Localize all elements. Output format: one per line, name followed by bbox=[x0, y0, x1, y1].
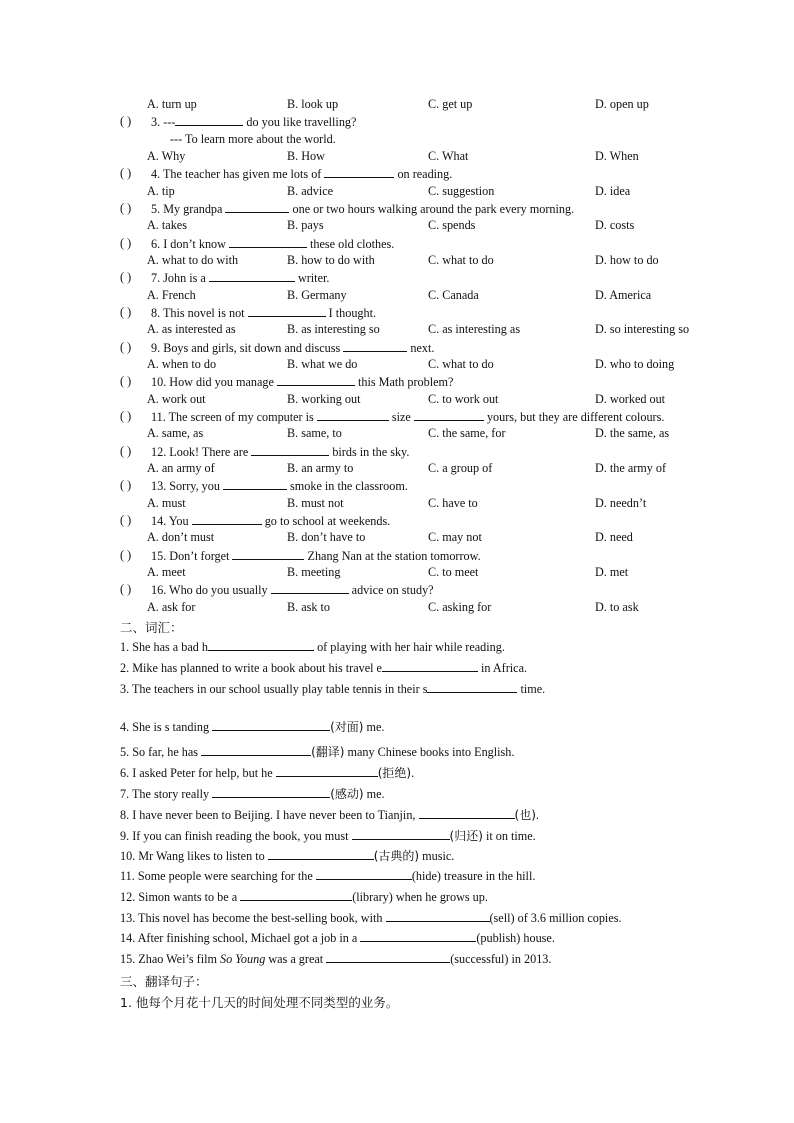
question-3-reply bbox=[0, 132, 794, 149]
option-d: D. idea bbox=[595, 184, 631, 198]
question-14 bbox=[0, 513, 794, 530]
item-post: music. bbox=[419, 849, 455, 863]
option-a: A. what to do with bbox=[147, 253, 239, 267]
answer-blank[interactable] bbox=[232, 548, 304, 560]
question-post: go to school at weekends. bbox=[261, 514, 391, 528]
item-pre: 10. Mr Wang likes to listen to bbox=[120, 849, 268, 863]
answer-blank-1[interactable] bbox=[317, 409, 389, 421]
option-b: B. an army to bbox=[287, 461, 354, 475]
vocab-item-4 bbox=[0, 718, 794, 735]
item-hint: (sell) bbox=[489, 911, 515, 925]
question-13 bbox=[0, 478, 794, 495]
question-text bbox=[151, 270, 329, 286]
question-pre: 14. You bbox=[151, 514, 192, 528]
question-15 bbox=[0, 548, 794, 565]
q9-options bbox=[0, 357, 794, 374]
option-d: D. worked out bbox=[595, 392, 666, 406]
question-post: next. bbox=[407, 341, 435, 355]
question-post: smoke in the classroom. bbox=[287, 479, 408, 493]
option-c: C. Canada bbox=[428, 288, 479, 302]
option-b: B. as interesting so bbox=[287, 322, 380, 336]
question-text bbox=[151, 478, 408, 494]
item-post: me. bbox=[363, 720, 385, 734]
vocab-item-2 bbox=[0, 660, 794, 677]
vocab-item-14 bbox=[0, 930, 794, 947]
option-d: D. the same, as bbox=[595, 426, 670, 440]
option-c: C. spends bbox=[428, 218, 476, 232]
option-b: B. what we do bbox=[287, 357, 358, 371]
item-post: when he grows up. bbox=[392, 890, 488, 904]
item-post: of playing with her hair while reading. bbox=[314, 640, 505, 654]
option-a: A. ask for bbox=[147, 600, 196, 614]
option-d: D. met bbox=[595, 565, 629, 579]
question-6 bbox=[0, 236, 794, 253]
vocab-item-13 bbox=[0, 910, 794, 927]
option-a: A. work out bbox=[147, 392, 206, 406]
answer-blank[interactable] bbox=[209, 270, 295, 282]
question-post: these old clothes. bbox=[306, 237, 395, 251]
answer-blank[interactable] bbox=[248, 305, 326, 317]
question-9 bbox=[0, 340, 794, 357]
item-pre: 9. If you can finish reading the book, you must bbox=[120, 829, 352, 843]
option-a: A. when to do bbox=[147, 357, 217, 371]
question-pre: 5. My grandpa bbox=[151, 202, 226, 216]
item-post: time. bbox=[517, 682, 546, 696]
option-c: C. the same, for bbox=[428, 426, 506, 440]
item-hint: (归还) bbox=[449, 829, 483, 843]
q13-options bbox=[0, 496, 794, 513]
item-pre: 15. Zhao Wei’s film bbox=[120, 952, 221, 966]
item-post: treasure in the hill. bbox=[440, 869, 536, 883]
translate-section-heading bbox=[0, 972, 794, 989]
question-text bbox=[151, 513, 390, 529]
question-pre: 8. This novel is not bbox=[151, 306, 248, 320]
translate-sentence: 1. 他每个月花十几天的时间处理不同类型的业务。 bbox=[120, 995, 399, 1010]
question-8 bbox=[0, 305, 794, 322]
option-a: A. same, as bbox=[147, 426, 204, 440]
answer-paren[interactable]: ( ) bbox=[120, 409, 132, 423]
item-hint: (对面) bbox=[330, 720, 364, 734]
option-a: A. turn up bbox=[147, 97, 197, 111]
question-text bbox=[151, 201, 574, 217]
question-text bbox=[151, 166, 452, 182]
option-b: B. same, to bbox=[287, 426, 342, 440]
option-b: B. look up bbox=[287, 97, 339, 111]
item-post: . bbox=[535, 808, 539, 822]
option-d: D. When bbox=[595, 149, 639, 163]
option-d: D. America bbox=[595, 288, 652, 302]
question-pre: 4. The teacher has given me lots of bbox=[151, 167, 325, 181]
question-pre: 9. Boys and girls, sit down and discuss bbox=[151, 341, 344, 355]
option-d: D. to ask bbox=[595, 600, 639, 614]
item-post: . bbox=[411, 766, 415, 780]
question-pre: 3. --- bbox=[151, 115, 176, 129]
item-post: house. bbox=[520, 931, 555, 945]
option-d: D. so interesting so bbox=[595, 322, 690, 336]
item-mid: was a great bbox=[265, 952, 327, 966]
item-pre: 5. So far, he has bbox=[120, 745, 202, 759]
answer-paren[interactable]: ( ) bbox=[120, 513, 132, 527]
option-d: D. need bbox=[595, 530, 633, 544]
answer-blank[interactable] bbox=[427, 681, 517, 693]
option-d: D. who to doing bbox=[595, 357, 675, 371]
option-a: A. don’t must bbox=[147, 530, 215, 544]
answer-blank[interactable] bbox=[271, 582, 349, 594]
q12-options bbox=[0, 461, 794, 478]
vocab-item-3 bbox=[0, 681, 794, 698]
question-text bbox=[151, 444, 409, 460]
item-post: many Chinese books into English. bbox=[344, 745, 515, 759]
answer-blank[interactable] bbox=[316, 868, 412, 880]
question-text bbox=[151, 582, 434, 598]
question-text bbox=[151, 340, 434, 356]
item-hint: (翻译) bbox=[311, 745, 345, 759]
question-post: one or two hours walking around the park every morning. bbox=[289, 202, 575, 216]
option-a: A. Why bbox=[147, 149, 186, 163]
question-pre: 16. Who do you usually bbox=[151, 583, 271, 597]
vocab-item-6 bbox=[0, 764, 794, 781]
answer-blank[interactable] bbox=[382, 660, 478, 672]
answer-paren[interactable]: ( ) bbox=[120, 478, 132, 492]
answer-blank[interactable] bbox=[268, 848, 374, 860]
item-hint: (古典的) bbox=[373, 849, 420, 863]
option-b: B. How bbox=[287, 149, 325, 163]
vocab-item-11 bbox=[0, 868, 794, 885]
answer-blank[interactable] bbox=[343, 340, 407, 352]
question-10 bbox=[0, 374, 794, 391]
answer-blank[interactable] bbox=[208, 639, 314, 651]
answer-paren[interactable]: ( ) bbox=[120, 201, 132, 215]
option-a: A. meet bbox=[147, 565, 186, 579]
item-pre: 4. She is s tanding bbox=[120, 720, 213, 734]
vocab-item-9 bbox=[0, 827, 794, 844]
answer-paren[interactable]: ( ) bbox=[120, 444, 132, 458]
option-b: B. advice bbox=[287, 184, 334, 198]
answer-blank[interactable] bbox=[277, 374, 355, 386]
answer-blank[interactable] bbox=[386, 910, 490, 922]
question-text bbox=[151, 409, 664, 425]
answer-blank[interactable] bbox=[251, 444, 329, 456]
answer-blank[interactable] bbox=[192, 513, 262, 525]
vocab-item-10 bbox=[0, 847, 794, 864]
option-c: C. to meet bbox=[428, 565, 479, 579]
option-a: A. French bbox=[147, 288, 196, 302]
option-d: D. needn’t bbox=[595, 496, 647, 510]
answer-paren[interactable]: ( ) bbox=[120, 270, 132, 284]
question-post: do you like travelling? bbox=[243, 115, 357, 129]
answer-blank[interactable] bbox=[175, 114, 243, 126]
item-post: of 3.6 million copies. bbox=[514, 911, 622, 925]
answer-blank[interactable] bbox=[352, 828, 450, 840]
question-pre: 11. The screen of my computer is bbox=[151, 410, 317, 424]
option-c: C. get up bbox=[428, 97, 473, 111]
answer-blank[interactable] bbox=[360, 930, 476, 942]
question-text bbox=[151, 114, 356, 130]
question-pre: 6. I don’t know bbox=[151, 237, 229, 251]
item-pre: 8. I have never been to Beijing. I have never been to Tianjin, bbox=[120, 808, 419, 822]
vocab-section-heading bbox=[0, 618, 794, 635]
question-post: on reading. bbox=[394, 167, 453, 181]
vocab-item-15 bbox=[0, 951, 794, 968]
answer-paren[interactable]: ( ) bbox=[120, 340, 132, 354]
option-a: A. an army of bbox=[147, 461, 215, 475]
translate-item-1 bbox=[0, 993, 794, 1010]
question-text bbox=[151, 236, 394, 252]
option-b: B. Germany bbox=[287, 288, 347, 302]
answer-paren[interactable]: ( ) bbox=[120, 305, 132, 319]
option-c: C. to work out bbox=[428, 392, 499, 406]
vocab-item-8 bbox=[0, 806, 794, 823]
answer-blank[interactable] bbox=[419, 807, 515, 819]
answer-blank[interactable] bbox=[229, 236, 307, 248]
option-b: B. must not bbox=[287, 496, 344, 510]
item-post: in Africa. bbox=[477, 661, 528, 675]
question-pre: 15. Don’t forget bbox=[151, 549, 233, 563]
question-4 bbox=[0, 166, 794, 183]
item-hint: (library) bbox=[352, 890, 393, 904]
q14-options bbox=[0, 530, 794, 547]
option-d: D. the army of bbox=[595, 461, 667, 475]
answer-paren[interactable]: ( ) bbox=[120, 374, 132, 388]
answer-paren[interactable]: ( ) bbox=[120, 114, 132, 128]
option-c: C. what to do bbox=[428, 253, 494, 267]
option-b: B. pays bbox=[287, 218, 324, 232]
item-post: in 2013. bbox=[508, 952, 552, 966]
option-a: A. must bbox=[147, 496, 186, 510]
item-hint: (publish) bbox=[476, 931, 521, 945]
question-11 bbox=[0, 409, 794, 426]
option-c: C. asking for bbox=[428, 600, 492, 614]
question-pre: 13. Sorry, you bbox=[151, 479, 223, 493]
item-hint: (hide) bbox=[411, 869, 441, 883]
option-c: C. What bbox=[428, 149, 469, 163]
vocab-item-7 bbox=[0, 785, 794, 802]
item-hint: (拒绝) bbox=[377, 766, 412, 780]
question-text bbox=[151, 548, 481, 564]
item-post: it on time. bbox=[482, 829, 536, 843]
item-pre: 11. Some people were searching for the bbox=[120, 869, 316, 883]
answer-blank-2[interactable] bbox=[414, 409, 484, 421]
option-b: B. meeting bbox=[287, 565, 341, 579]
answer-blank[interactable] bbox=[212, 719, 330, 731]
question-post: Zhang Nan at the station tomorrow. bbox=[304, 549, 481, 563]
vocab-item-5 bbox=[0, 743, 794, 760]
vocab-item-1 bbox=[0, 639, 794, 656]
question-post: I thought. bbox=[325, 306, 377, 320]
section-heading: 三、翻译句子： bbox=[120, 974, 208, 989]
item-pre: 12. Simon wants to be a bbox=[120, 890, 241, 904]
answer-blank[interactable] bbox=[212, 786, 330, 798]
item-pre: 14. After finishing school, Michael got a job in a bbox=[120, 931, 361, 945]
answer-blank[interactable] bbox=[223, 478, 287, 490]
q5-options bbox=[0, 218, 794, 235]
item-pre: 7. The story really bbox=[120, 787, 213, 801]
answer-blank[interactable] bbox=[326, 951, 450, 963]
option-d: D. how to do bbox=[595, 253, 659, 267]
option-d: D. open up bbox=[595, 97, 649, 111]
q7-options bbox=[0, 288, 794, 305]
q6-options bbox=[0, 253, 794, 270]
answer-blank[interactable] bbox=[240, 889, 352, 901]
option-a: A. as interested as bbox=[147, 322, 236, 336]
option-c: C. have to bbox=[428, 496, 478, 510]
option-b: B. ask to bbox=[287, 600, 330, 614]
question-post: this Math problem? bbox=[354, 375, 454, 389]
option-a: A. takes bbox=[147, 218, 187, 232]
item-hint: (也) bbox=[514, 808, 536, 822]
option-b: B. don’t have to bbox=[287, 530, 366, 544]
answer-blank[interactable] bbox=[324, 166, 394, 178]
option-c: C. what to do bbox=[428, 357, 494, 371]
option-d: D. costs bbox=[595, 218, 635, 232]
question-pre: 12. Look! There are bbox=[151, 445, 252, 459]
q3-options bbox=[0, 149, 794, 166]
answer-paren[interactable]: ( ) bbox=[120, 582, 132, 596]
item-hint: (successful) bbox=[450, 952, 509, 966]
q16-options bbox=[0, 600, 794, 617]
question-post: writer. bbox=[294, 271, 330, 285]
question-7 bbox=[0, 270, 794, 287]
item-pre: 2. Mike has planned to write a book about his travel e bbox=[120, 661, 382, 675]
answer-paren[interactable]: ( ) bbox=[120, 236, 132, 250]
vocab-item-12 bbox=[0, 889, 794, 906]
q15-options bbox=[0, 565, 794, 582]
question-pre: 10. How did you manage bbox=[151, 375, 277, 389]
question-post: birds in the sky. bbox=[329, 445, 410, 459]
option-a: A. tip bbox=[147, 184, 175, 198]
question-text bbox=[151, 374, 453, 390]
answer-paren[interactable]: ( ) bbox=[120, 166, 132, 180]
option-c: C. a group of bbox=[428, 461, 493, 475]
question-12 bbox=[0, 444, 794, 461]
reply-text: --- To learn more about the world. bbox=[170, 132, 336, 146]
question-mid: size bbox=[388, 410, 414, 424]
option-b: B. how to do with bbox=[287, 253, 375, 267]
item-hint: (感动) bbox=[330, 787, 364, 801]
answer-blank[interactable] bbox=[201, 744, 311, 756]
option-c: C. may not bbox=[428, 530, 482, 544]
q10-options bbox=[0, 392, 794, 409]
answer-paren[interactable]: ( ) bbox=[120, 548, 132, 562]
option-c: C. suggestion bbox=[428, 184, 495, 198]
question-post: advice on study? bbox=[348, 583, 434, 597]
q11-options bbox=[0, 426, 794, 443]
question-post: yours, but they are different colours. bbox=[483, 410, 665, 424]
q8-options bbox=[0, 322, 794, 339]
item-pre: 6. I asked Peter for help, but he bbox=[120, 766, 276, 780]
item-pre: 13. This novel has become the best-selling book, with bbox=[120, 911, 386, 925]
answer-blank[interactable] bbox=[276, 765, 378, 777]
question-16 bbox=[0, 582, 794, 599]
q4-options bbox=[0, 184, 794, 201]
section-heading: 二、词汇： bbox=[120, 620, 183, 635]
option-c: C. as interesting as bbox=[428, 322, 521, 336]
question-5 bbox=[0, 201, 794, 218]
option-b: B. working out bbox=[287, 392, 361, 406]
q2-options bbox=[0, 97, 794, 114]
item-post: me. bbox=[363, 787, 385, 801]
question-text bbox=[151, 305, 376, 321]
film-title: So Young bbox=[220, 952, 266, 966]
question-3 bbox=[0, 114, 794, 131]
answer-blank[interactable] bbox=[225, 201, 289, 213]
item-pre: 3. The teachers in our school usually play table tennis in their s bbox=[120, 682, 428, 696]
item-pre: 1. She has a bad h bbox=[120, 640, 209, 654]
question-pre: 7. John is a bbox=[151, 271, 209, 285]
